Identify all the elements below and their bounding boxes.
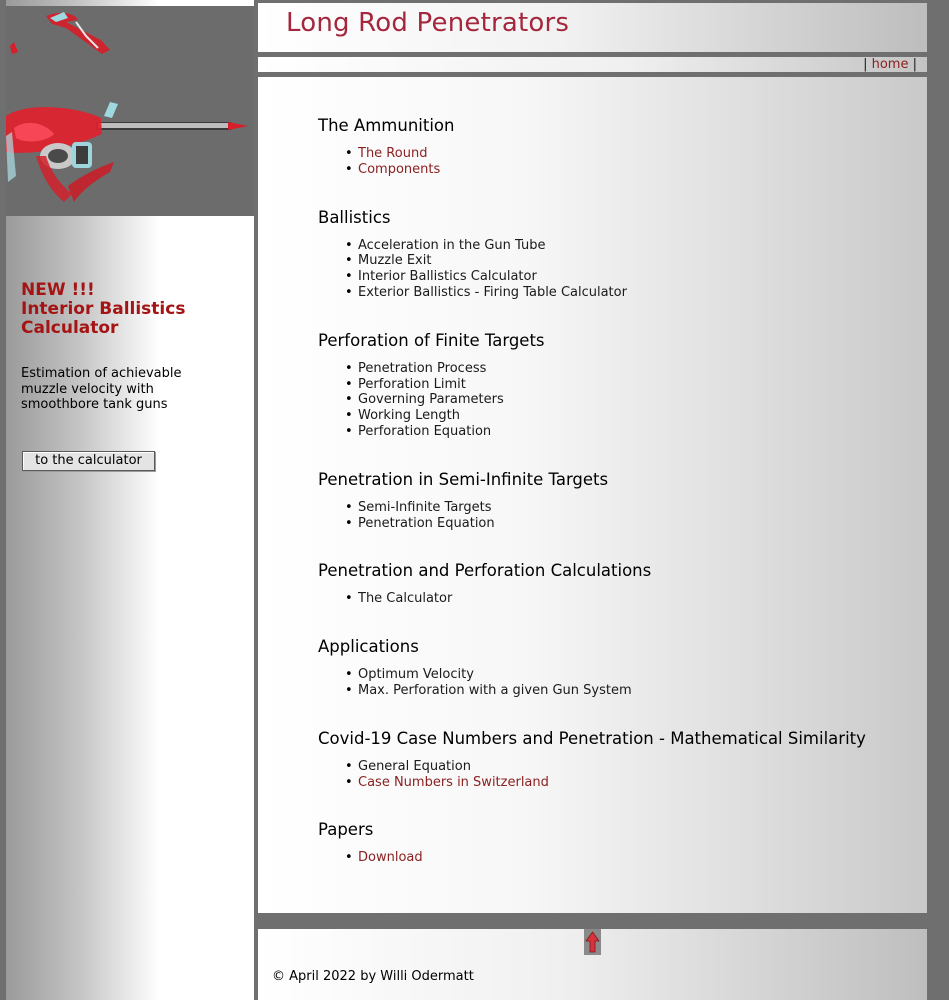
- list-item: [318, 424, 918, 440]
- section-link[interactable]: Components: [358, 161, 441, 177]
- section-link[interactable]: The Round: [358, 146, 428, 161]
- section-item-label: Perforation Equation: [358, 423, 492, 439]
- section-item-label: Muzzle Exit: [358, 253, 432, 269]
- content-section: [318, 820, 918, 866]
- section-item-label: Max. Perforation with a given Gun System: [358, 682, 632, 698]
- content-section: [318, 637, 918, 699]
- penetrator-illustration-svg: [6, 6, 254, 216]
- section-heading: The Ammunition: [318, 116, 455, 135]
- section-heading: Covid-19 Case Numbers and Penetration - Mathematical Similarity: [318, 728, 866, 748]
- list-item[interactable]: [318, 775, 918, 791]
- list-item: [318, 285, 918, 301]
- section-heading: Penetration and Perforation Calculations: [318, 561, 652, 581]
- content-section: [318, 729, 918, 791]
- section-item-list: [318, 759, 918, 791]
- new-heading-line: Interior Ballistics: [21, 299, 186, 319]
- section-heading: Applications: [318, 637, 419, 657]
- list-item: [318, 253, 918, 269]
- section-item-list: [318, 146, 918, 178]
- list-item: [318, 500, 918, 516]
- section-heading: Papers: [318, 820, 374, 840]
- new-heading-line: Calculator: [21, 318, 119, 338]
- to-calculator-button[interactable]: to the calculator: [22, 451, 155, 471]
- section-link[interactable]: Case Numbers in Switzerland: [358, 774, 549, 790]
- nav-separator-left: |: [863, 57, 868, 72]
- penetrator-illustration: [6, 6, 254, 216]
- footer: [258, 929, 927, 1000]
- section-item-label: Interior Ballistics Calculator: [358, 269, 537, 285]
- list-item: [318, 759, 918, 775]
- section-item-label: Penetration Equation: [358, 515, 495, 531]
- section-heading: Penetration in Semi-Infinite Targets: [318, 469, 609, 489]
- section-item-list: [318, 667, 918, 699]
- section-item-label: Governing Parameters: [358, 392, 504, 408]
- content-section: [318, 561, 918, 607]
- home-link[interactable]: home: [871, 57, 909, 72]
- new-heading-line: NEW !!!: [21, 280, 95, 300]
- new-calculator-heading: [21, 281, 185, 338]
- section-item-list: [318, 591, 918, 607]
- content-section: [318, 331, 918, 440]
- section-item-list: [318, 238, 918, 301]
- section-item-label: General Equation: [358, 758, 471, 774]
- section-heading: Ballistics: [318, 207, 391, 227]
- arrow-up-icon-svg: [584, 929, 601, 955]
- calculator-description: Estimation of achievable muzzle velocity with smoothbore tank guns: [21, 366, 182, 412]
- content-section: [318, 208, 918, 301]
- section-item-label: Exterior Ballistics - Firing Table Calculator: [358, 284, 627, 300]
- section-list: [318, 116, 918, 866]
- content-section: [318, 470, 918, 532]
- content-section: [318, 116, 918, 178]
- list-item: [318, 591, 918, 607]
- list-item: [318, 238, 918, 254]
- nav-bar: [258, 57, 927, 72]
- list-item: [318, 408, 918, 424]
- section-heading: Perforation of Finite Targets: [318, 330, 545, 350]
- list-item[interactable]: [318, 850, 918, 866]
- section-item-label: Optimum Velocity: [358, 667, 474, 683]
- list-item: [318, 683, 918, 699]
- header-banner: [258, 3, 927, 52]
- list-item: [318, 516, 918, 532]
- list-item[interactable]: [318, 146, 918, 162]
- section-item-list: [318, 500, 918, 532]
- section-link[interactable]: Download: [358, 850, 423, 866]
- section-item-list: [318, 361, 918, 440]
- copyright-notice: © April 2022 by Willi Odermatt: [272, 969, 474, 984]
- section-item-label: Perforation Limit: [358, 376, 466, 392]
- nav-separator-right: |: [912, 57, 917, 72]
- main-content: [258, 77, 927, 913]
- section-item-list: [318, 850, 918, 866]
- list-item: [318, 269, 918, 285]
- list-item: [318, 392, 918, 408]
- section-item-label: Penetration Process: [358, 360, 487, 376]
- list-item[interactable]: [318, 162, 918, 178]
- left-sidebar: [6, 0, 254, 1000]
- list-item: [318, 667, 918, 683]
- section-item-label: Acceleration in the Gun Tube: [358, 237, 546, 253]
- list-item: [318, 377, 918, 393]
- arrow-up-icon[interactable]: [584, 929, 601, 955]
- site-title: Long Rod Penetrators: [286, 8, 570, 38]
- list-item: [318, 361, 918, 377]
- section-item-label: Working Length: [358, 408, 460, 424]
- section-item-label: Semi-Infinite Targets: [358, 499, 492, 515]
- section-item-label: The Calculator: [358, 591, 453, 607]
